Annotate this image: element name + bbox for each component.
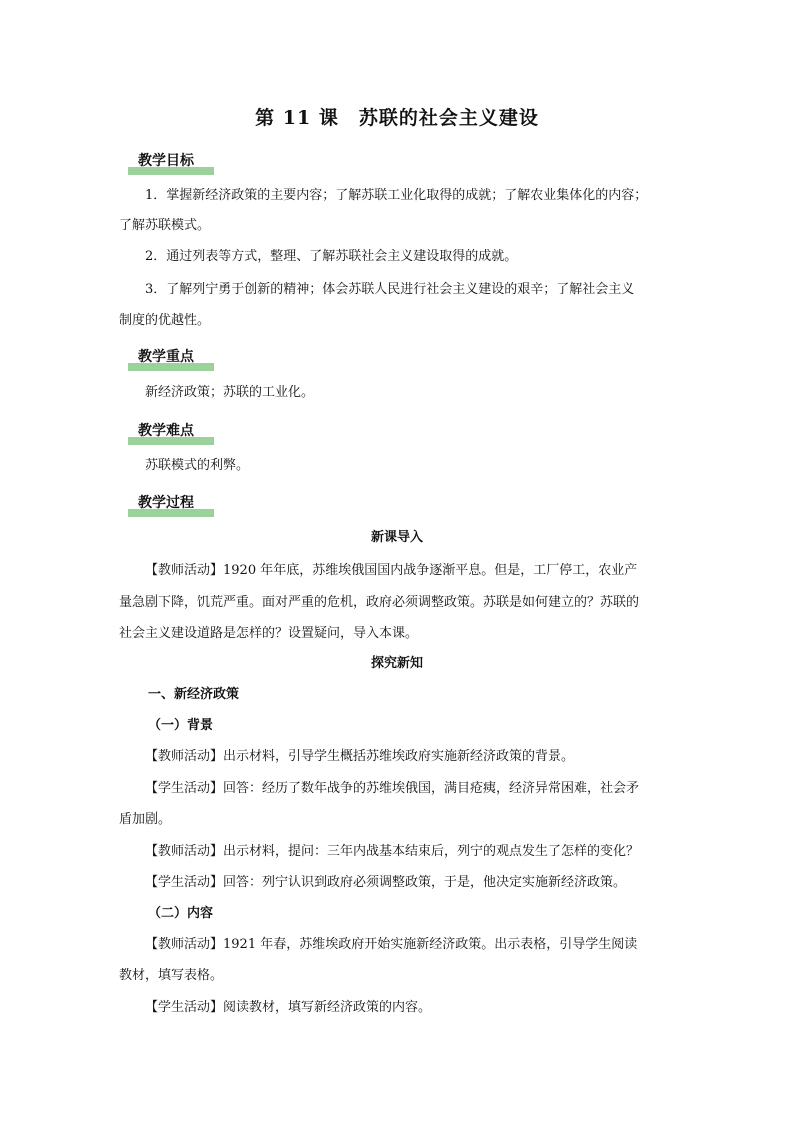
section-label: 教学重点 bbox=[138, 349, 194, 365]
section-label: 教学目标 bbox=[138, 153, 194, 169]
section-header-process bbox=[128, 492, 214, 518]
goal-3-line-1: 3．了解列宁勇于创新的精神；体会苏联人民进行社会主义建设的艰辛；了解社会主义 bbox=[145, 282, 635, 297]
goal-1-line-2: 了解苏联模式。 bbox=[119, 218, 211, 233]
goal-1-line-1: 1．掌握新经济政策的主要内容；了解苏联工业化取得的成就；了解农业集体化的内容； bbox=[145, 188, 648, 203]
teacher-activity-3-line-1: 【教师活动】1921 年春，苏维埃政府开始实施新经济政策。出示表格，引导学生阅读 bbox=[145, 937, 638, 952]
subsection-1a-heading: （一）背景 bbox=[148, 718, 214, 733]
section-header-goals bbox=[128, 150, 214, 176]
subsection-1-heading: 一、新经济政策 bbox=[148, 687, 240, 702]
keypoints-text: 新经济政策；苏联的工业化。 bbox=[145, 385, 315, 400]
student-activity-1-line-2: 盾加剧。 bbox=[119, 812, 172, 827]
difficulty-text: 苏联模式的利弊。 bbox=[145, 458, 250, 473]
section-label: 教学难点 bbox=[138, 423, 194, 439]
intro-line-3: 社会主义建设道路是怎样的？设置疑问，导入本课。 bbox=[119, 626, 419, 641]
goal-3-line-2: 制度的优越性。 bbox=[119, 313, 211, 328]
teacher-activity-1: 【教师活动】出示材料，引导学生概括苏维埃政府实施新经济政策的背景。 bbox=[145, 749, 575, 764]
teacher-activity-2: 【教师活动】出示材料，提问：三年内战基本结束后，列宁的观点发生了怎样的变化？ bbox=[145, 844, 640, 859]
explore-heading: 探究新知 bbox=[370, 656, 423, 671]
student-activity-1-line-1: 【学生活动】回答：经历了数年战争的苏维埃俄国，满目疮痍，经济异常困难，社会矛 bbox=[145, 781, 640, 796]
intro-line-1: 【教师活动】1920 年年底，苏维埃俄国国内战争逐渐平息。但是，工厂停工，农业产 bbox=[145, 563, 638, 578]
subsection-1b-heading: （二）内容 bbox=[148, 906, 214, 921]
teacher-activity-3-line-2: 教材，填写表格。 bbox=[119, 968, 224, 983]
intro-line-2: 量急剧下降，饥荒严重。面对严重的危机，政府必须调整政策。苏联是如何建立的？苏联的 bbox=[119, 595, 640, 610]
section-header-difficulty bbox=[128, 420, 214, 446]
student-activity-3: 【学生活动】阅读教材，填写新经济政策的内容。 bbox=[145, 1000, 432, 1015]
section-header-keypoints bbox=[128, 346, 214, 372]
intro-heading: 新课导入 bbox=[370, 530, 423, 545]
goal-2: 2．通过列表等方式，整理、了解苏联社会主义建设取得的成就。 bbox=[145, 249, 518, 264]
section-label: 教学过程 bbox=[138, 495, 194, 511]
student-activity-2: 【学生活动】回答：列宁认识到政府必须调整政策，于是，他决定实施新经济政策。 bbox=[145, 875, 627, 890]
lesson-title: 第 11 课 苏联的社会主义建设 bbox=[255, 107, 539, 129]
